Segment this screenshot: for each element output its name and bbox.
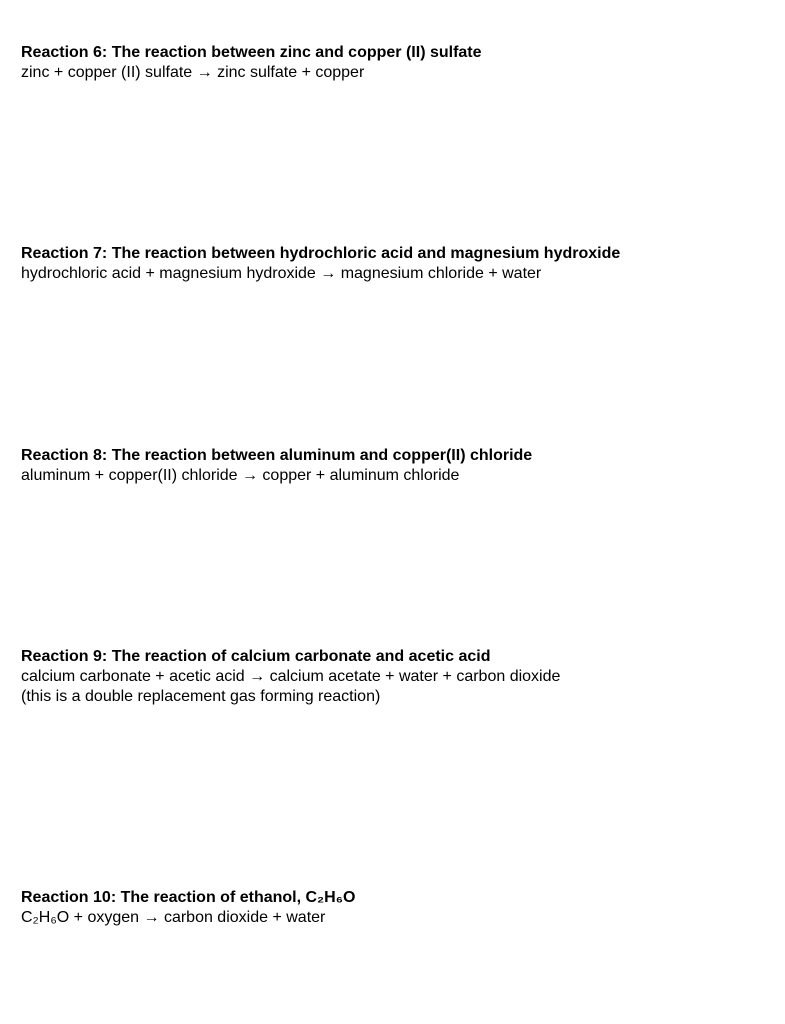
- reaction-8-title: Reaction 8: The reaction between aluminum and copper(II) chloride: [21, 447, 533, 464]
- reaction-7-block: [21, 244, 761, 284]
- reaction-7-equation: hydrochloric acid + magnesium hydroxide → magnesium chloride + water: [21, 265, 542, 282]
- reaction-10-equation: C₂H₆O + oxygen → carbon dioxide + water: [21, 909, 326, 926]
- reaction-10-block: [21, 888, 761, 928]
- reaction-10-title: Reaction 10: The reaction of ethanol, C₂H₆O: [21, 889, 356, 906]
- reaction-6-title: Reaction 6: The reaction between zinc and copper (II) sulfate: [21, 44, 482, 61]
- reaction-7-title: Reaction 7: The reaction between hydrochloric acid and magnesium hydroxide: [21, 245, 621, 262]
- reaction-9-title: Reaction 9: The reaction of calcium carbonate and acetic acid: [21, 648, 491, 665]
- reaction-8-equation: aluminum + copper(II) chloride → copper + aluminum chloride: [21, 467, 460, 484]
- reaction-9-note: (this is a double replacement gas forming reaction): [21, 688, 381, 705]
- reaction-9-equation: calcium carbonate + acetic acid → calcium acetate + water + carbon dioxide: [21, 668, 561, 685]
- reaction-9-block: [21, 647, 761, 707]
- reaction-6-block: [21, 43, 761, 83]
- reaction-8-block: [21, 446, 761, 486]
- reaction-6-equation: zinc + copper (II) sulfate → zinc sulfate + copper: [21, 64, 365, 81]
